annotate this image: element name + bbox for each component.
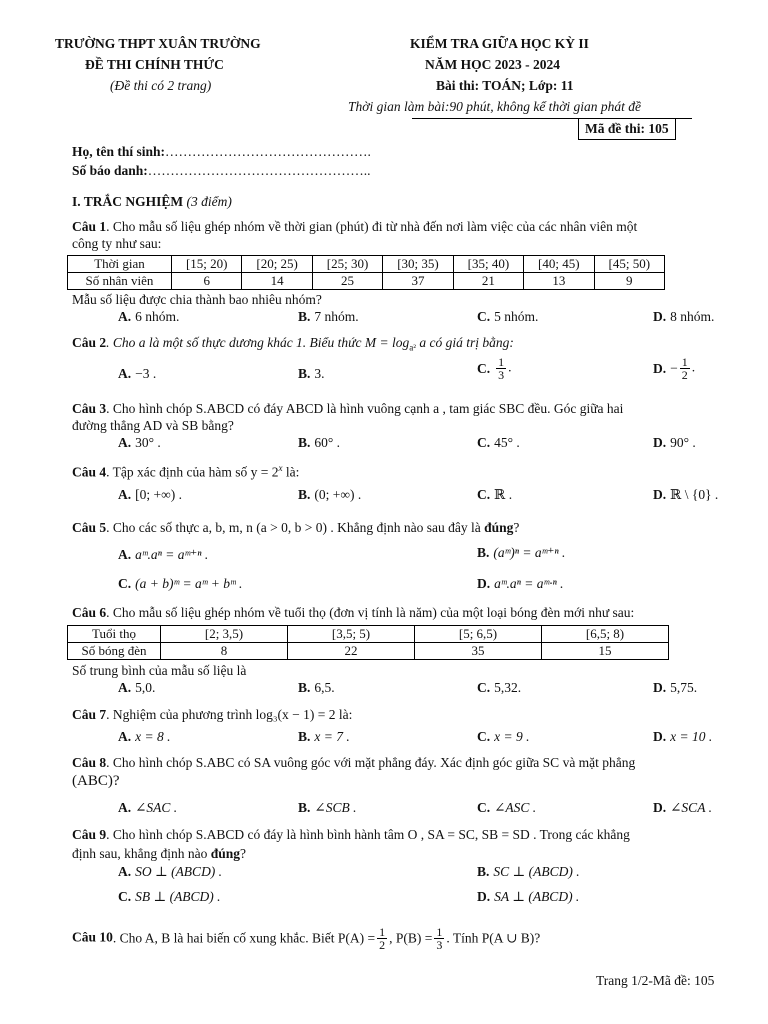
q4-label: Câu 4 xyxy=(72,464,107,480)
option-text: 90° . xyxy=(670,435,696,450)
table-cell: 14 xyxy=(242,273,312,290)
fraction xyxy=(680,356,690,381)
q4-text-main: . Tập xác định của hàm số y = 2 xyxy=(106,464,279,480)
q6-option-a[interactable]: A. 5,0. xyxy=(118,680,156,695)
table-cell: Số nhân viên xyxy=(68,273,172,290)
student-id-label: Số báo danh: xyxy=(72,163,148,178)
q9-text-2c: ? xyxy=(240,846,247,861)
q1-option-d[interactable]: D. 8 nhóm. xyxy=(653,309,715,324)
q5-text-main: . Cho các số thực a, b, m, n (a > 0, b > 0) . Khẳng định nào sau đây là xyxy=(106,520,485,535)
denominator: 2 xyxy=(681,368,688,382)
option-text: x = 7 . xyxy=(314,729,350,744)
section-points: (3 điểm) xyxy=(186,194,232,209)
table-cell: 37 xyxy=(383,273,453,290)
table-cell: [15; 20) xyxy=(172,256,242,273)
q7-option-a[interactable]: A. x = 8 . xyxy=(118,729,171,744)
numerator: 1 xyxy=(379,925,386,939)
q9-option-c[interactable]: C. SB ⊥ (ABCD) . xyxy=(118,889,221,904)
q7-option-c[interactable]: C. x = 9 . xyxy=(477,729,530,744)
q4-text-end: là: xyxy=(282,464,300,480)
q5-text-end: ? xyxy=(513,520,520,535)
q3-label: Câu 3 xyxy=(72,401,107,416)
student-id-dots: ………………………………………….. xyxy=(147,163,371,178)
q5-label: Câu 5 xyxy=(72,520,107,535)
numerator: 1 xyxy=(498,355,505,369)
table-cell: [45; 50) xyxy=(594,256,664,273)
q10-label: Câu 10 xyxy=(72,929,113,945)
q4-text xyxy=(72,463,299,481)
q3-text-line2: đường thẳng AD và SB bằng? xyxy=(72,418,234,433)
q10-text xyxy=(72,926,540,951)
school-name: TRƯỜNG THPT XUÂN TRƯỜNG xyxy=(55,36,261,51)
option-text: (0; +∞) . xyxy=(314,487,362,502)
table-cell: 9 xyxy=(594,273,664,290)
student-name-dots: ………………………………………. xyxy=(165,144,371,159)
denominator: 3 xyxy=(436,938,443,952)
table-cell: [40; 45) xyxy=(524,256,594,273)
section-title: I. TRẮC NGHIỆM xyxy=(72,194,184,209)
q2-text-main: . Cho a là một số thực dương khác 1. Biểu thức M = log xyxy=(106,335,410,350)
q9-text-line1: . Cho hình chóp S.ABCD có đáy là hình bình hành tâm O , SA = SC, SB = SD . Trong các khẳng xyxy=(106,827,630,842)
q2-text-end: a có giá trị bằng: xyxy=(415,335,514,350)
fraction xyxy=(434,926,444,951)
q1-text-line2: công ty như sau: xyxy=(72,236,162,251)
q2-option-a[interactable]: A. −3 . xyxy=(118,366,157,381)
option-text: [0; +∞) . xyxy=(135,487,182,502)
exam-time: Thời gian làm bài:90 phút, không kể thời gian phát đề xyxy=(348,99,642,114)
table-row xyxy=(68,256,665,273)
section-heading xyxy=(72,194,232,210)
q7-option-b[interactable]: B. x = 7 . xyxy=(298,729,350,744)
q5-option-c[interactable]: C. (a + b)ᵐ = aᵐ + bᵐ . xyxy=(118,576,243,591)
q4-option-c[interactable]: C. ℝ . xyxy=(477,487,513,502)
q9-option-a[interactable]: A. SO ⊥ (ABCD) . xyxy=(118,864,223,879)
option-text: aᵐ.aⁿ = aᵐ·ⁿ . xyxy=(494,576,564,591)
q7-text-main: . Nghiệm của phương trình log₃(x − 1) = 2 là: xyxy=(106,707,353,722)
option-text: ∠SAC . xyxy=(135,800,178,815)
denominator: 2 xyxy=(379,938,386,952)
table-cell: 35 xyxy=(415,643,542,660)
table-cell: [3,5; 5) xyxy=(288,626,415,643)
q9-text-2a: định sau, khẳng định nào xyxy=(72,846,211,861)
q1-after: Mẫu số liệu được chia thành bao nhiêu nhóm? xyxy=(72,292,322,307)
option-text: 5,75. xyxy=(670,680,698,695)
q1-text xyxy=(72,219,637,235)
q4-option-a[interactable]: A. [0; +∞) . xyxy=(118,487,182,502)
q7-option-d[interactable]: D. x = 10 . xyxy=(653,729,713,744)
table-cell: [35; 40) xyxy=(453,256,523,273)
q8-option-c[interactable]: C. ∠ASC . xyxy=(477,800,537,815)
option-text: ∠SCB . xyxy=(314,800,357,815)
q6-text xyxy=(72,605,634,621)
q5-bold: đúng xyxy=(484,520,514,535)
student-id-line xyxy=(72,163,371,179)
option-text: 5 nhóm. xyxy=(494,309,539,324)
student-name-label: Họ, tên thí sinh: xyxy=(72,144,166,159)
minus-sign: − xyxy=(670,360,678,376)
table-cell: 8 xyxy=(161,643,288,660)
q5-option-a[interactable]: A. aᵐ.aⁿ = aᵐ⁺ⁿ . xyxy=(118,547,209,562)
table-cell: 21 xyxy=(453,273,523,290)
q4-exponent: x xyxy=(278,463,283,473)
table-cell: 25 xyxy=(312,273,382,290)
q9-option-d[interactable]: D. SA ⊥ (ABCD) . xyxy=(477,889,580,904)
q10-text-end: . Tính P(A ∪ B)? xyxy=(446,930,541,946)
q6-label: Câu 6 xyxy=(72,605,107,620)
table-cell: [6,5; 8) xyxy=(542,626,669,643)
q1-option-b[interactable]: B. 7 nhóm. xyxy=(298,309,359,324)
table-cell: Thời gian xyxy=(68,256,172,273)
numerator: 1 xyxy=(436,925,443,939)
q3-option-b[interactable]: B. 60° . xyxy=(298,435,341,450)
q8-option-d[interactable]: D. ∠SCA . xyxy=(653,800,712,815)
option-text: ℝ . xyxy=(494,487,513,502)
option-text: x = 8 . xyxy=(135,729,171,744)
q1-option-c[interactable]: C. 5 nhóm. xyxy=(477,309,539,324)
student-name-line xyxy=(72,144,371,160)
option-text: aᵐ.aⁿ = aᵐ⁺ⁿ . xyxy=(135,547,209,562)
q1-label: Câu 1 xyxy=(72,219,107,234)
option-text: −3 . xyxy=(135,366,157,381)
q2-option-d[interactable]: D. − $\frac{1}{2}$ . xyxy=(653,355,696,382)
exam-title: KIỂM TRA GIỮA HỌC KỲ II xyxy=(410,36,589,51)
option-text: SC ⊥ (ABCD) . xyxy=(493,864,580,879)
option-text: x = 9 . xyxy=(494,729,530,744)
q9-bold: đúng xyxy=(210,846,241,861)
table-cell: [20; 25) xyxy=(242,256,312,273)
option-text: 5,0. xyxy=(135,680,156,695)
table-cell: [30; 35) xyxy=(383,256,453,273)
q9-text xyxy=(72,827,630,843)
exam-code-box: Mã đề thi: 105 xyxy=(578,118,676,140)
option-text: (aᵐ)ⁿ = aᵐ⁺ⁿ . xyxy=(493,545,566,560)
numerator: 1 xyxy=(681,355,688,369)
table-cell: 6 xyxy=(172,273,242,290)
table-cell: [5; 6,5) xyxy=(415,626,542,643)
table-cell: 15 xyxy=(542,643,669,660)
q2-log-base: a² xyxy=(409,342,416,353)
q2-text xyxy=(72,335,514,353)
q5-option-d[interactable]: D. aᵐ.aⁿ = aᵐ·ⁿ . xyxy=(477,576,564,591)
table-cell: Số bóng đèn xyxy=(68,643,161,660)
option-text: 7 nhóm. xyxy=(314,309,359,324)
table-cell: 13 xyxy=(524,273,594,290)
q4-option-d[interactable]: D. ℝ \ {0} . xyxy=(653,487,719,502)
official-label: ĐỀ THI CHÍNH THỨC xyxy=(85,57,224,72)
q6-option-b[interactable]: B. 6,5. xyxy=(298,680,335,695)
option-text: ∠ASC . xyxy=(494,800,537,815)
option-text: SA ⊥ (ABCD) . xyxy=(494,889,580,904)
option-text: 8 nhóm. xyxy=(670,309,715,324)
q8-text-line1: . Cho hình chóp S.ABC có SA vuông góc với mặt phẳng đáy. Xác định góc giữa SC và mặt phẳng xyxy=(106,755,636,770)
option-text: 6,5. xyxy=(314,680,335,695)
q10-text-main: . Cho A, B là hai biến cố xung khắc. Biết P(A) = xyxy=(112,930,376,946)
fraction xyxy=(377,926,387,951)
option-text: 60° . xyxy=(314,435,341,450)
option-text: 6 nhóm. xyxy=(135,309,180,324)
q9-text-line2 xyxy=(72,846,246,862)
q6-text-main: . Cho mẫu số liệu ghép nhóm về tuổi thọ (đơn vị tính là năm) của một loại bóng đèn mới như sau: xyxy=(106,605,635,620)
q6-option-d[interactable]: D. 5,75. xyxy=(653,680,698,695)
pages-note: (Đề thi có 2 trang) xyxy=(110,78,212,93)
option-text: 45° . xyxy=(494,435,520,450)
q4-option-b[interactable]: B. (0; +∞) . xyxy=(298,487,362,502)
q7-text xyxy=(72,707,352,723)
table-cell: 22 xyxy=(288,643,415,660)
table-cell: [2; 3,5) xyxy=(161,626,288,643)
q5-text xyxy=(72,520,519,536)
q3-option-a[interactable]: A. 30° . xyxy=(118,435,161,450)
q3-option-d[interactable]: D. 90° . xyxy=(653,435,696,450)
q1-option-a[interactable]: A. 6 nhóm. xyxy=(118,309,180,324)
q9-option-b[interactable]: B. SC ⊥ (ABCD) . xyxy=(477,864,580,879)
q6-table xyxy=(67,625,669,660)
option-text: 5,32. xyxy=(494,680,522,695)
q8-option-a[interactable]: A. ∠SAC . xyxy=(118,800,178,815)
denominator: 3 xyxy=(498,368,505,382)
option-text: ℝ \ {0} . xyxy=(670,487,719,502)
q6-after: Số trung bình của mẫu số liệu là xyxy=(72,663,247,678)
option-text: (a + b)ᵐ = aᵐ + bᵐ . xyxy=(135,576,243,591)
q10-text-mid: , P(B) = xyxy=(389,930,433,946)
q3-option-c[interactable]: C. 45° . xyxy=(477,435,520,450)
table-row xyxy=(68,643,669,660)
option-text: SB ⊥ (ABCD) . xyxy=(135,889,221,904)
q5-option-b[interactable]: B. (aᵐ)ⁿ = aᵐ⁺ⁿ . xyxy=(477,545,566,560)
table-cell: [25; 30) xyxy=(312,256,382,273)
q2-option-c[interactable]: C. $\frac{1}{3}$ . xyxy=(477,355,512,382)
option-text: 3. xyxy=(314,366,325,381)
fraction xyxy=(496,356,506,381)
table-row xyxy=(68,626,669,643)
table-row xyxy=(68,273,665,290)
q8-label: Câu 8 xyxy=(72,755,107,770)
q2-option-b[interactable]: B. 3. xyxy=(298,366,325,381)
exam-subject: Bài thi: TOÁN; Lớp: 11 xyxy=(436,78,574,93)
q7-label: Câu 7 xyxy=(72,707,107,722)
q8-text xyxy=(72,755,635,771)
q8-option-b[interactable]: B. ∠SCB . xyxy=(298,800,357,815)
q2-label: Câu 2 xyxy=(72,335,107,350)
q9-label: Câu 9 xyxy=(72,827,107,842)
q3-text-line1: . Cho hình chóp S.ABCD có đáy ABCD là hình vuông cạnh a , tam giác SBC đều. Góc giữa hai xyxy=(106,401,624,416)
option-text: SO ⊥ (ABCD) . xyxy=(135,864,223,879)
q1-text-line1: . Cho mẫu số liệu ghép nhóm về thời gian (phút) đi từ nhà đến nơi làm việc của các nhân viên một xyxy=(106,219,638,234)
q1-table xyxy=(67,255,665,290)
option-text: ∠SCA . xyxy=(670,800,712,815)
page-footer: Trang 1/2-Mã đề: 105 xyxy=(596,973,715,988)
q8-text-line2: (ABC)? xyxy=(72,773,120,789)
option-text: x = 10 . xyxy=(670,729,713,744)
school-year: NĂM HỌC 2023 - 2024 xyxy=(425,57,560,72)
q3-text xyxy=(72,401,623,417)
table-cell: Tuổi thọ xyxy=(68,626,161,643)
option-text: 30° . xyxy=(135,435,161,450)
q6-option-c[interactable]: C. 5,32. xyxy=(477,680,522,695)
